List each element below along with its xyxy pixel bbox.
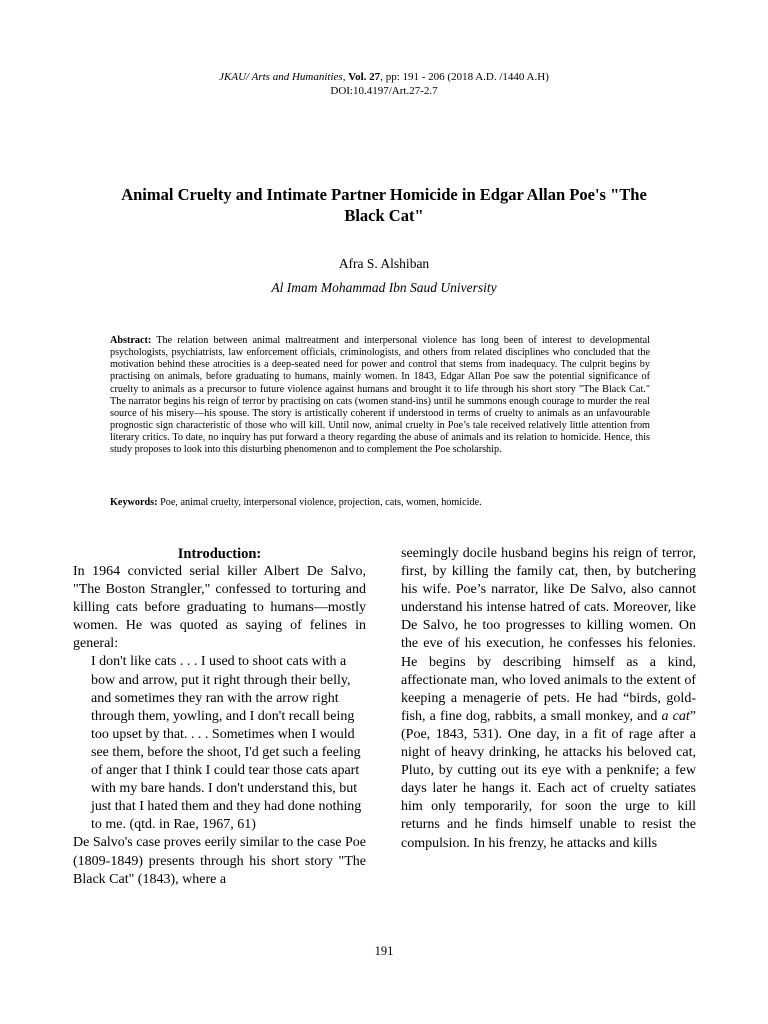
intro-paragraph-2: De Salvo's case proves eerily similar to the case Poe (1809-1849) presents through his short story "The Black Cat" (1843), where a [73, 835, 366, 887]
abstract-text: The relation between animal maltreatment and interpersonal violence has long been of interest to developmental psychologists, psychiatrists, law enforcement officials, criminologists, and others from related disciplines who concluded that the motivation behind these atrocities is a deep-seated need for power and control that stems from inadequacy. The culprit begins by practising on animals, before graduating to humans, mainly women. In 1843, Edgar Allan Poe saw the potential significance of cruelty to animals as a precursor to future violence against humans and brought it to life through his short story "The Black Cat." The narrator begins his reign of terror by practising on cats (women stand-ins) until he summons enough courage to murder the real source of his misery—his spouse. The story is artistically coherent if understood in terms of cruelty to animals as an unfavourable prognostic sign characteristic of those who will kill. Until now, animal cruelty in Poe’s tale received relatively little attention from literary critics. To date, no inquiry has put forward a theory regarding the abuse of animals and its relation to homicide. Hence, this study proposes to look into this disturbing phenomenon and to complement the Poe scholarship. [110, 335, 650, 456]
journal-pages: , pp: 191 - 206 (2018 A.D. /1440 A.H) [380, 71, 549, 83]
journal-citation: JKAU/ Arts and Humanities, Vol. 27, pp: 191 - 206 (2018 A.D. /1440 A.H) [219, 71, 549, 83]
author-name: Afra S. Alshiban [338, 256, 430, 271]
right-text-part-2: ” (Poe, 1843, 531). One day, in a fit of rage after a night of heavy drinking, he attacks his beloved cat, Pluto, by cutting out its eye with a penknife; a few days later he hangs it. Each act of cruelty satiates him only temporarily, for soon the urge to kill returns and he finds himself unable to resist the compulsion. In his frenzy, he attacks and kills [401, 708, 696, 851]
keywords-text: Poe, animal cruelty, interpersonal violence, projection, cats, women, homicide. [157, 497, 482, 508]
block-quote: I don't like cats . . . I used to shoot cats with a bow and arrow, put it right through their belly, and sometimes they ran with the arrow right through them, yowling, and I don't recall being too upset by that. . . . Sometimes when I would see them, before the shoot, I'd get such a feeling of anger that I think I could tear those cats apart with my bare hands. I don't understand this, but just that I hated them and they had done nothing to me. (qtd. in Rae, 1967, 61) [91, 654, 362, 833]
right-text-italic: a cat [661, 708, 690, 724]
journal-volume: Vol. 27 [348, 71, 381, 83]
abstract-label: Abstract: [110, 335, 152, 346]
doi: DOI:10.4197/Art.27-2.7 [330, 85, 438, 97]
intro-paragraph-1: In 1964 convicted serial killer Albert De Salvo, "The Boston Strangler," confessed to torturing and killing cats before graduating to humans—mostly women. He was quoted as saying of felines in general: [73, 564, 366, 652]
paper-title: Animal Cruelty and Intimate Partner Homicide in Edgar Allan Poe's "The Black Cat" [121, 185, 647, 225]
page-number: 191 [374, 944, 394, 958]
keywords [110, 497, 650, 509]
journal-name: JKAU/ Arts and Humanities [219, 71, 343, 83]
keywords-label: Keywords: [110, 497, 158, 508]
abstract [110, 335, 650, 457]
right-text-part-1: seemingly docile husband begins his reign of terror, first, by killing the family cat, then, by butchering his wife. Poe’s narrator, like De Salvo, also cannot understand his intense hatred of cats. Moreover, like De Salvo, he too progresses to killing women. On the eve of his execution, he confesses his felonies. He begins by describing himself as a kind, affectionate man, who loved animals to the extent of keeping a menagerie of pets. He had “birds, gold-fish, a fine dog, rabbits, a small monkey, and [401, 546, 696, 724]
right-column [401, 545, 696, 853]
author-affiliation: Al Imam Mohammad Ibn Saud University [271, 280, 497, 295]
right-column-paragraph [401, 545, 696, 853]
introduction-heading: Introduction: [177, 546, 262, 562]
journal-header [0, 70, 768, 98]
left-column [73, 545, 366, 889]
